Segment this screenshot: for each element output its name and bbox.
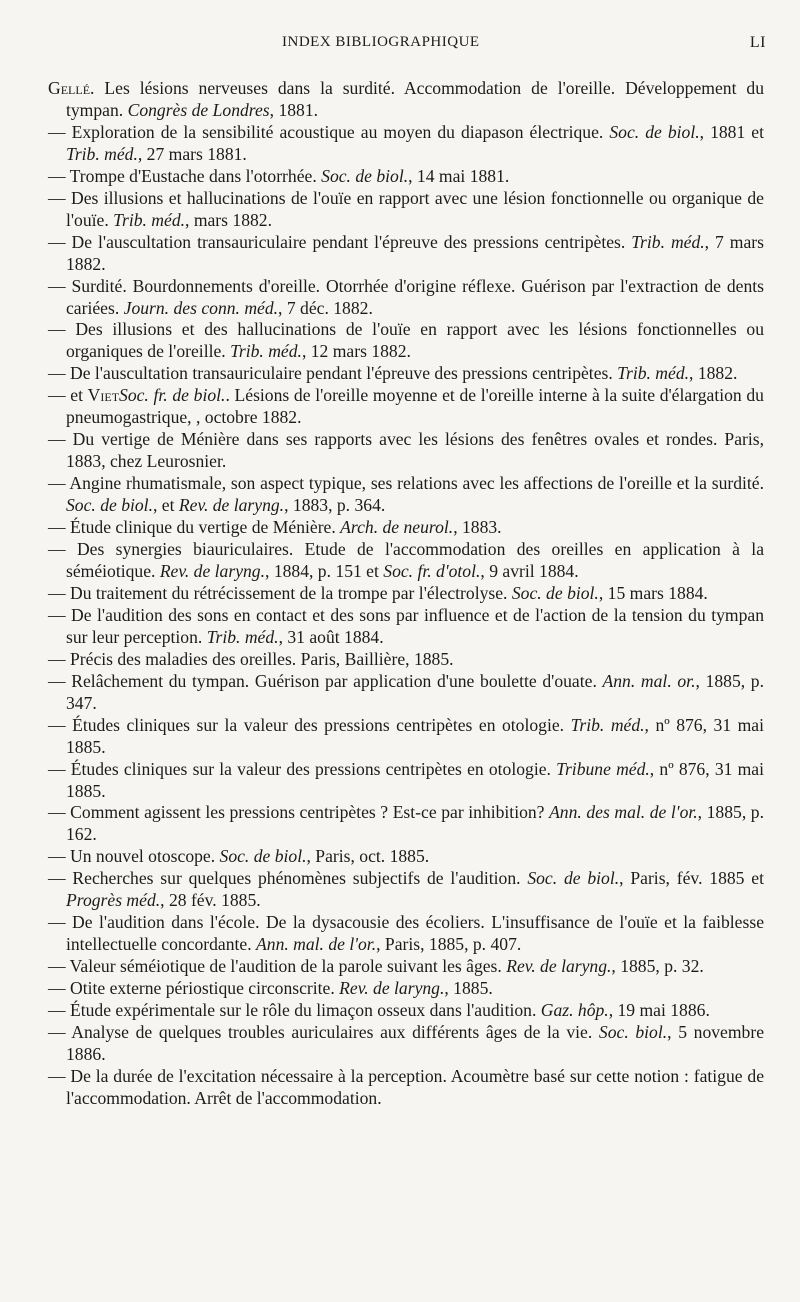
- entry-b-text: , mars 1882.: [185, 209, 272, 230]
- entry-a-text: — Des illusions et des hallucinations de l'ouïe en rapport avec les lésions fonctionnelles ou organiques de l'oreille.: [48, 319, 764, 362]
- entry-i-text: Soc. de biol.: [219, 846, 307, 867]
- entry-a-text: — De l'audition des sons en contact et des sons par influence et de l'action de la tension du tympan sur leur perception.: [48, 604, 764, 647]
- entry-i-text: Trib. méd.: [113, 209, 186, 230]
- bibliography-entry: [48, 539, 764, 583]
- entry-a-text: — Du traitement du rétrécissement de la trompe par l'électrolyse.: [48, 582, 512, 603]
- entry-b-text: , 1881 et: [699, 121, 764, 142]
- entry-a-text: — Trompe d'Eustache dans l'otorrhée.: [48, 165, 322, 186]
- bibliography-entry: [48, 78, 764, 122]
- bibliography-entry: [48, 363, 764, 385]
- entry-b-text: , nº 876, 31 mai 1885.: [66, 758, 765, 801]
- entry-i-text: Soc. de biol.: [609, 121, 700, 142]
- entry-i-text: Trib. méd.: [617, 363, 690, 384]
- running-title: INDEX BIBLIOGRAPHIQUE: [282, 34, 480, 50]
- entry-a-text: — Valeur séméiotique de l'audition de la parole suivant les âges.: [48, 956, 507, 977]
- entry-b-text: , Paris, 1885, p. 407.: [376, 934, 522, 955]
- entry-i-text: Soc. de biol.: [527, 868, 620, 889]
- bibliography-list: [48, 78, 764, 1110]
- bibliography-entry: [48, 1000, 764, 1022]
- entry-i-text: Soc. de biol.: [511, 582, 599, 603]
- entry-i-text: Progrès méd.: [66, 890, 161, 911]
- entry-i-text: Rev. de laryng.: [339, 978, 445, 999]
- entry-c-text: , 27 mars 1881.: [137, 143, 247, 164]
- entry-i-text: Soc. de biol.: [66, 495, 153, 516]
- entry-b-text: , Paris, oct. 1885.: [306, 846, 430, 867]
- entry-a-text: — De la durée de l'excitation nécessaire à la perception. Acoumètre basé sur cette notion : fatigue de l'accommodation. Arrêt de l'accommodation.: [48, 1065, 764, 1108]
- page-number: LI: [749, 34, 766, 51]
- bibliography-entry: [48, 232, 764, 276]
- entry-a-text: — Recherches sur quelques phénomènes subjectifs de l'audition.: [48, 868, 528, 889]
- entry-b-text: , et: [152, 495, 179, 516]
- bibliography-entry: [48, 715, 764, 759]
- entry-b-text: , 15 mars 1884.: [598, 582, 708, 603]
- entry-a-text: — Otite externe périostique circonscrite.: [48, 978, 340, 999]
- entry-a-text: — Analyse de quelques troubles auriculaires aux différents âges de la vie.: [48, 1021, 599, 1042]
- bibliography-entry: [48, 978, 764, 1000]
- bibliography-entry: [48, 166, 764, 188]
- entry-i-text: Journ. des conn. méd.: [123, 297, 279, 318]
- entry-i-text: Soc. fr. d'otol.: [383, 560, 481, 581]
- entry-a-text: — Étude clinique du vertige de Ménière.: [48, 517, 341, 538]
- entry-a-text: — De l'auscultation transauriculaire pendant l'épreuve des pressions centripètes.: [48, 231, 632, 252]
- bibliography-entry: [48, 846, 764, 868]
- entry-i-text: Rev. de laryng.: [506, 956, 612, 977]
- entry-b-text: , 19 mai 1886.: [608, 1000, 710, 1021]
- bibliography-entry: [48, 517, 764, 539]
- bibliography-entry: [48, 649, 764, 671]
- entry-i-text: Soc. biol.: [598, 1021, 668, 1042]
- entry-b-text: , 1882.: [689, 363, 738, 384]
- bibliography-entry: [48, 1022, 764, 1066]
- entry-i-text: Trib. méd.: [230, 341, 302, 362]
- entry-i-text: Trib. méd.: [206, 626, 279, 647]
- entry-b-text: , 1885, p. 347.: [66, 670, 764, 713]
- entry-i-text: Ann. mal. de l'or.: [256, 934, 377, 955]
- entry-a-text: — Études cliniques sur la valeur des pressions centripètes en otologie.: [48, 758, 557, 779]
- entry-b-text: , 1885.: [444, 978, 493, 999]
- entry-i-text: Trib. méd.: [66, 143, 138, 164]
- entry-i-text: Arch. de neurol.: [340, 517, 454, 538]
- entry-b-text: , 7 mars 1882.: [66, 231, 764, 274]
- entry-c-text: , 1883, p. 364.: [284, 495, 386, 516]
- bibliography-entry: [48, 122, 764, 166]
- entry-b-text: , 14 mai 1881.: [408, 165, 510, 186]
- entry-i-text: Gaz. hôp.: [540, 1000, 609, 1021]
- entry-b-text: , 1883.: [453, 517, 502, 538]
- entry-b-text: , 1881.: [269, 99, 319, 120]
- entry-i-text: Trib. méd.: [570, 714, 645, 735]
- bibliography-entry: [48, 473, 764, 517]
- bibliography-entry: [48, 605, 764, 649]
- entry-a-text: — et: [48, 385, 88, 406]
- entry-a-text: — Comment agissent les pressions centripètes ? Est-ce par inhibition?: [48, 802, 550, 823]
- entry-i-text: Ann. mal. or.: [602, 670, 696, 691]
- entry-a-text: — Des illusions et hallucinations de l'ouïe en rapport avec une lésion fonctionnelle ou organique de l'ouïe.: [48, 187, 764, 230]
- entry-i-text: Tribune méd.: [556, 758, 650, 779]
- bibliography-entry: [48, 583, 764, 605]
- entry-a-text: — Des synergies biauriculaires. Etude de l'accommodation des oreilles en application à la séméiotique.: [48, 539, 764, 581]
- entry-b-text: . Lésions de l'oreille moyenne et de l'oreille interne à la suite d'élargation du pneumogastrique,: [66, 385, 764, 428]
- bibliography-entry: [48, 956, 764, 978]
- entry-a-text: — Études cliniques sur la valeur des pressions centripètes en otologie.: [48, 714, 571, 735]
- bibliography-entry: [48, 671, 764, 715]
- entry-b-text: , 7 déc. 1882.: [278, 297, 373, 318]
- entry-a-text: — Surdité. Bourdonnements d'oreille. Otorrhée d'origine réflexe. Guérison par l'extraction de dents cariées.: [48, 275, 764, 318]
- bibliography-entry: [48, 802, 764, 846]
- entry-a-text: — Du vertige de Ménière dans ses rapports avec les lésions des fenêtres ovales et rondes. Paris, 1883, chez Leurosnier.: [48, 429, 764, 472]
- entry-c-text: , 9 avril 1884.: [480, 560, 579, 581]
- entry-a-text: — Exploration de la sensibilité acoustique au moyen du diapason électrique.: [48, 121, 610, 142]
- entry-i-text: Soc. de biol.: [321, 165, 409, 186]
- entry-b-text: , 12 mars 1882.: [301, 341, 411, 362]
- entry-i-text: Ann. des mal. de l'or.: [549, 802, 698, 823]
- entry-c-text: , octobre 1882.: [195, 407, 302, 428]
- bibliography-entry: [48, 429, 764, 473]
- bibliography-entry: [48, 385, 764, 429]
- entry-i-text: Rev. de laryng.: [178, 495, 285, 516]
- entry-a-text: — Étude expérimentale sur le rôle du limaçon osseux dans l'audition.: [48, 1000, 541, 1021]
- entry-i-text: Soc. fr. de biol.: [119, 385, 226, 406]
- bibliography-entry: [48, 912, 764, 956]
- entry-b-text: , 1884, p. 151 et: [265, 560, 384, 581]
- bibliography-entry: [48, 188, 764, 232]
- entry-a-text: — De l'auscultation transauriculaire pendant l'épreuve des pressions centripètes.: [48, 363, 618, 384]
- entry-i-text: Congrès de Londres: [127, 99, 270, 120]
- bibliography-entry: [48, 1066, 764, 1110]
- entry-author-text: Gellé.: [48, 78, 95, 98]
- entry-b-text: , nº 876, 31 mai 1885.: [66, 714, 765, 757]
- entry-a-text: — Angine rhumatismale, son aspect typique, ses relations avec les affections de l'oreille et la surdité.: [48, 473, 764, 494]
- entry-i-text: Rev. de laryng.: [159, 560, 266, 581]
- entry-a-text: — Relâchement du tympan. Guérison par application d'une boulette d'ouate.: [48, 670, 603, 691]
- bibliography-entry: [48, 319, 764, 363]
- entry-author-text: Viet: [87, 385, 120, 406]
- entry-b-text: , 1885, p. 162.: [66, 802, 764, 845]
- entry-i-text: Trib. méd.: [631, 231, 705, 252]
- bibliography-entry: [48, 759, 764, 803]
- bibliography-entry: [48, 868, 764, 912]
- entry-b-text: , 1885, p. 32.: [611, 956, 704, 977]
- entry-a-text: — Un nouvel otoscope.: [48, 846, 220, 867]
- entry-a-text: — Précis des maladies des oreilles. Paris, Baillière, 1885.: [48, 648, 454, 669]
- bibliography-entry: [48, 276, 764, 320]
- entry-b-text: , 5 novembre 1886.: [66, 1021, 765, 1064]
- entry-a-text: Les lésions nerveuses dans la surdité. Accommodation de l'oreille. Développement du tympan.: [66, 78, 764, 120]
- entry-b-text: , Paris, fév. 1885 et: [619, 868, 764, 889]
- entry-b-text: , 31 août 1884.: [278, 626, 384, 647]
- entry-a-text: — De l'audition dans l'école. De la dysacousie des écoliers. L'insuffisance de l'ouïe et la faiblesse intellectuelle concordante.: [48, 912, 764, 955]
- entry-c-text: , 28 fév. 1885.: [160, 890, 261, 911]
